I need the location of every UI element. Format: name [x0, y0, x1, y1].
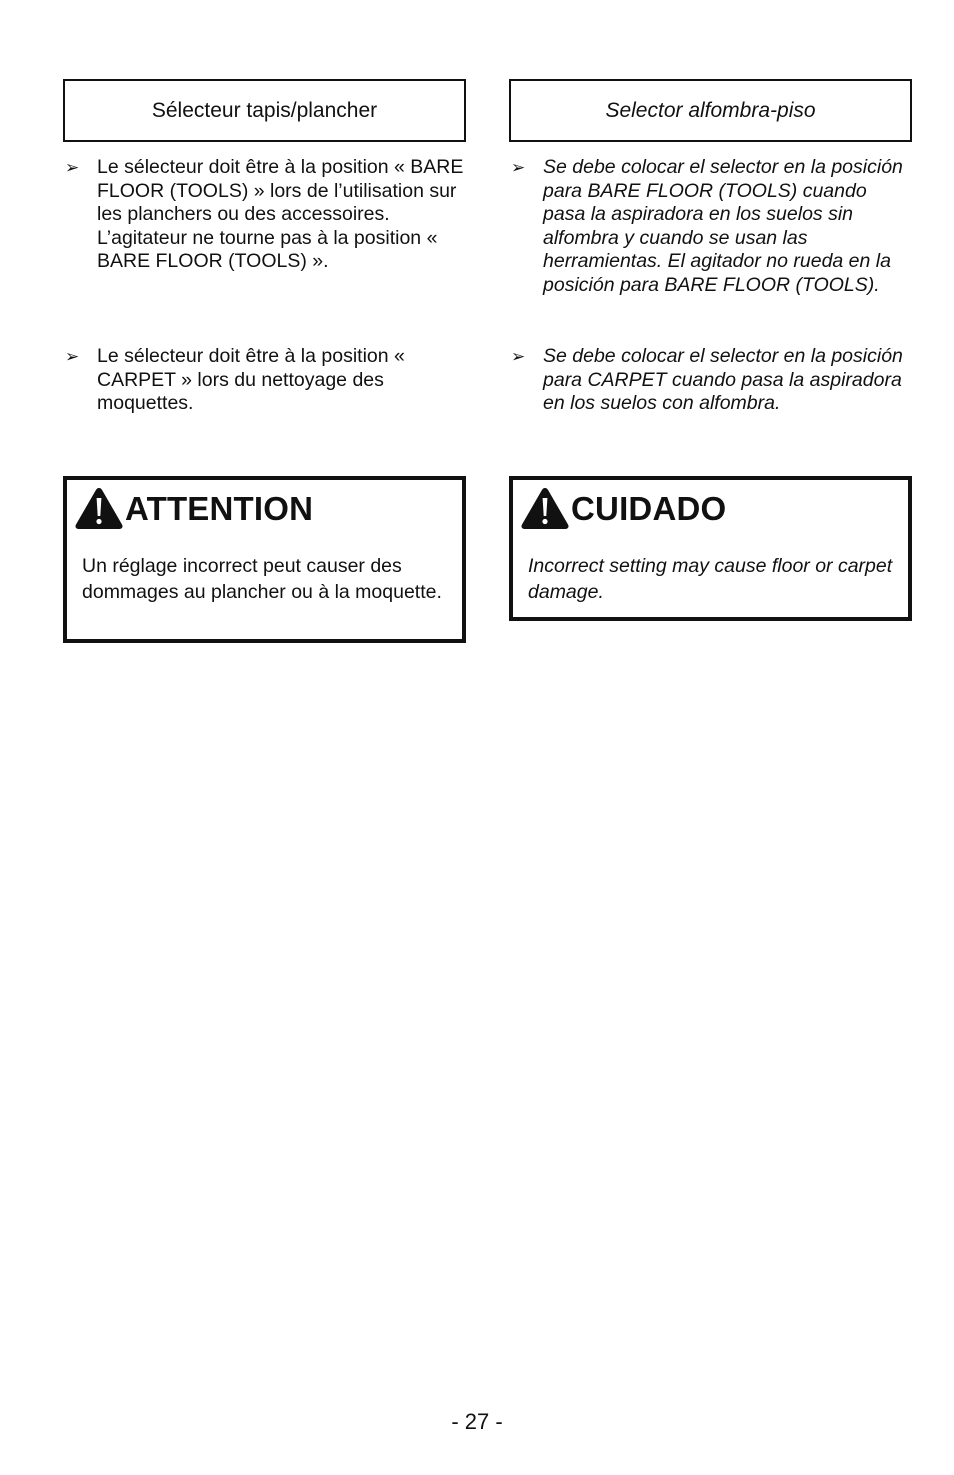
- arrow-bullet-icon: ➢: [65, 158, 80, 177]
- french-bullet-carpet: [63, 345, 466, 416]
- spanish-warning-header: [520, 486, 726, 530]
- arrow-bullet-icon: ➢: [511, 347, 526, 366]
- arrow-bullet-icon: ➢: [65, 347, 80, 366]
- spanish-bullet-bare-floor: [509, 156, 912, 298]
- arrow-bullet-icon: ➢: [511, 158, 526, 177]
- french-warning-title: ATTENTION: [125, 489, 314, 527]
- spanish-bullet-text: Se debe colocar el selector en la posición para BARE FLOOR (TOOLS) cuando pasa la aspiradora en los suelos sin alfombra y cuando se usan las herramientas. El agitador no rueda en la posición para BARE FLOOR (TOOLS).: [543, 156, 903, 296]
- spanish-heading-text: Selector alfombra-piso: [605, 98, 816, 122]
- french-bullet-text: Le sélecteur doit être à la position « CARPET » lors du nettoyage des moquettes.: [97, 345, 405, 415]
- french-section-heading: [63, 79, 466, 142]
- spanish-column: [509, 79, 912, 603]
- french-bullet-bare-floor: [63, 156, 466, 274]
- spanish-warning-box: [509, 476, 912, 621]
- french-heading-text: Sélecteur tapis/plancher: [151, 98, 378, 122]
- french-column: [63, 79, 466, 603]
- spanish-section-heading: [509, 79, 912, 142]
- spanish-bullet-text: Se debe colocar el selector en la posición para CARPET cuando pasa la aspiradora en los suelos con alfombra.: [543, 345, 903, 415]
- french-warning-header: [74, 486, 313, 530]
- french-bullet-text: Le sélecteur doit être à la position « BARE FLOOR (TOOLS) » lors de l’utilisation sur les planchers ou des accessoires. L’agitateur ne tourne pas à la position « BARE FLOOR (TOOLS) ».: [97, 156, 464, 273]
- spanish-bullet-carpet: [509, 345, 912, 416]
- spanish-warning-title: CUIDADO: [571, 489, 727, 527]
- spanish-warning-text: Incorrect setting may cause floor or carpet damage.: [528, 555, 893, 603]
- french-warning-box: [63, 476, 466, 643]
- french-warning-text: Un réglage incorrect peut causer des dommages au plancher ou à la moquette.: [82, 555, 442, 603]
- page-number: - 27 -: [451, 1409, 503, 1434]
- warning-triangle-icon: [520, 486, 570, 530]
- warning-triangle-icon: [74, 486, 124, 530]
